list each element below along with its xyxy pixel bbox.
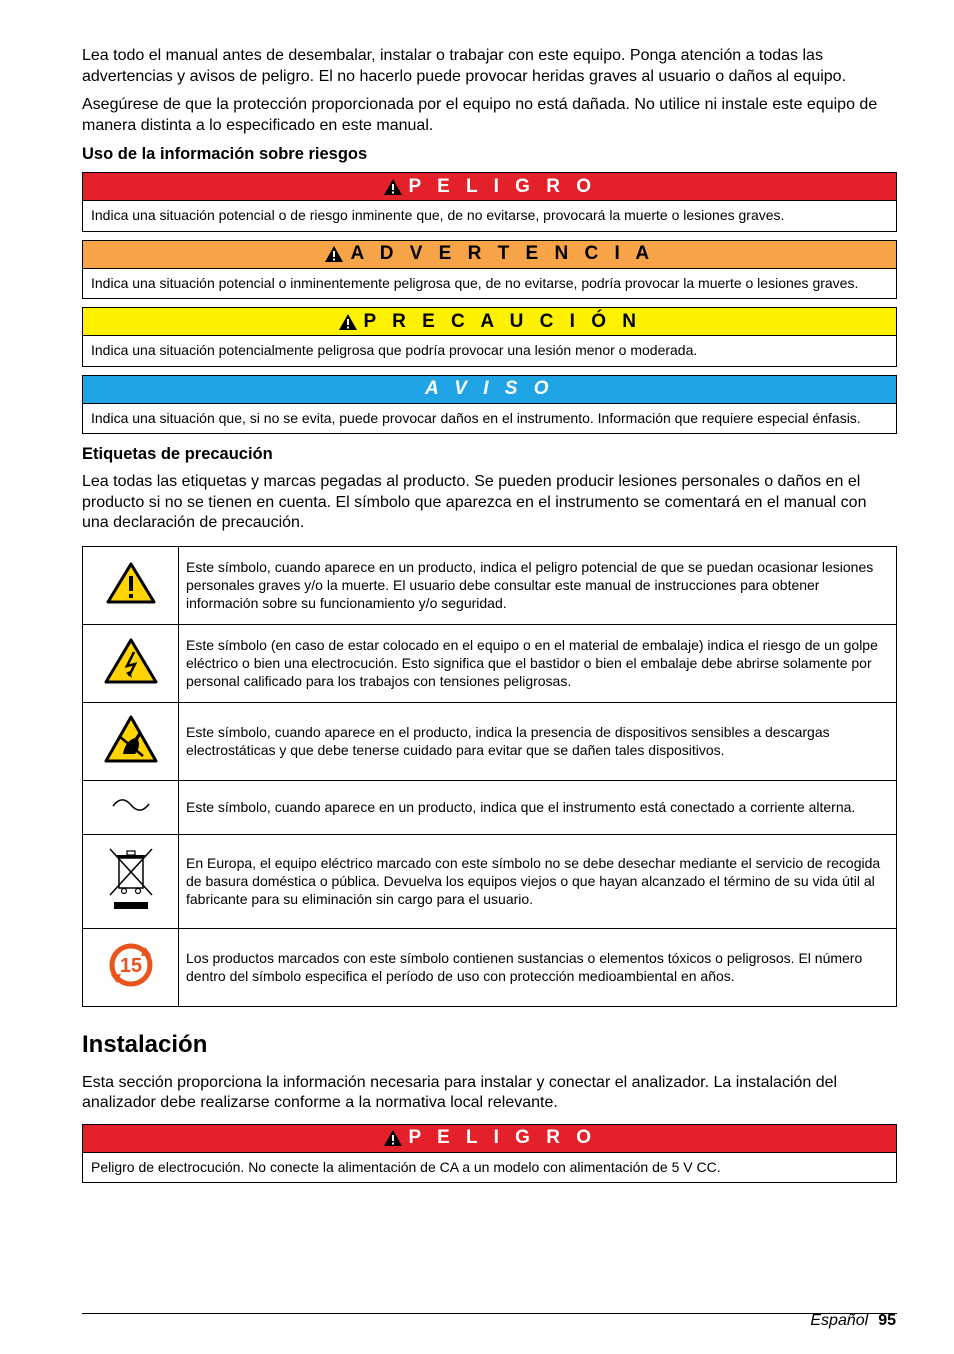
- footer-language: Español: [810, 1312, 869, 1329]
- installation-intro: Esta sección proporciona la información necesaria para instalar y conectar el analizador. La instalación del analizador debe realizarse conforme a la normativa local relevante.: [82, 1073, 838, 1111]
- table-row: [83, 702, 897, 780]
- aviso-text: Indica una situación que, si no se evita, puede provocar daños en el instrumento. Información que requiere especial énfasis.: [91, 409, 861, 426]
- footer-divider: [82, 1313, 897, 1314]
- page-number: 95: [878, 1312, 896, 1329]
- hazard-section-heading: Uso de la información sobre riesgos: [82, 145, 368, 163]
- warning-triangle-icon: [383, 178, 403, 196]
- symbol-text: Este símbolo (en caso de estar colocado en el equipo o en el material de embalaje) indica el riesgo de un golpe eléctrico o bien una electrocución. Esto significa que el bastidor o bien el embalaje debe abrirse solamente por personal calificado para los trabajos con tensiones peligrosas.: [179, 624, 897, 702]
- efup-number: 15: [119, 954, 142, 977]
- aviso-label: A V I S O: [424, 378, 555, 399]
- electric-shock-icon: [103, 637, 159, 685]
- table-row: [83, 780, 897, 834]
- labels-section-heading: Etiquetas de precaución: [82, 445, 273, 463]
- precaucion-header: [83, 308, 896, 336]
- alternating-current-icon: [111, 797, 151, 813]
- installation-peligro-label: P E L I G R O: [408, 1127, 597, 1148]
- symbol-text: Este símbolo, cuando aparece en el producto, indica la presencia de dispositivos sensibles a descargas electrostáticas y que debe tenerse cuidado para evitar que se dañen tales dispositivos.: [179, 702, 897, 780]
- labels-intro: Lea todas las etiquetas y marcas pegadas al producto. Se pueden producir lesiones personales o daños en el producto si no se tienen en cuenta. El símbolo que aparezca en el instrumento se comentará en el manual con una declaración de precaución.: [82, 473, 867, 531]
- peligro-box: [82, 172, 897, 232]
- peligro-label: P E L I G R O: [408, 175, 597, 197]
- weee-bin-icon: [106, 846, 156, 912]
- installation-peligro-text: Peligro de electrocución. No conecte la alimentación de CA a un modelo con alimentación de 5 V CC.: [91, 1158, 721, 1175]
- esd-icon: [103, 714, 159, 764]
- efup-15-icon: [107, 941, 155, 989]
- table-row: [83, 928, 897, 1006]
- precaucion-label: P R E C A U C I Ó N: [363, 310, 642, 332]
- aviso-box: [82, 375, 897, 435]
- warning-triangle-icon: [324, 245, 344, 263]
- aviso-header: [83, 376, 896, 404]
- symbols-table: [82, 546, 897, 1007]
- advertencia-header: [83, 241, 896, 269]
- peligro-text: Indica una situación potencial o de riesgo inminente que, de no evitarse, provocará la muerte o lesiones graves.: [91, 207, 785, 223]
- installation-peligro-box: [82, 1124, 897, 1184]
- peligro-header: [83, 173, 896, 201]
- page-content: [82, 46, 897, 1191]
- table-row: [83, 834, 897, 928]
- symbol-text: Este símbolo, cuando aparece en un producto, indica que el instrumento está conectado a corriente alterna.: [179, 780, 897, 834]
- symbol-text: Este símbolo, cuando aparece en un producto, indica el peligro potencial de que se puedan ocasionar lesiones personales graves y/o la muerte. El usuario debe consultar este manual de instrucciones para obtener información sobre su funcionamiento y/o seguridad.: [179, 546, 897, 624]
- intro-paragraph-1: Lea todo el manual antes de desembalar, instalar o trabajar con este equipo. Ponga atención a todas las advertencias y avisos de peligro. El no hacerlo puede provocar heridas graves al usuario o daños al equipo.: [82, 47, 847, 85]
- table-row: [83, 546, 897, 624]
- warning-triangle-icon: [105, 561, 157, 605]
- warning-triangle-icon: [383, 1129, 403, 1147]
- precaucion-box: [82, 307, 897, 367]
- warning-triangle-icon: [338, 313, 358, 331]
- installation-peligro-header: [83, 1125, 896, 1153]
- intro-paragraph-2: Asegúrese de que la protección proporcionada por el equipo no está dañada. No utilice ni instale este equipo de manera distinta a lo especificado en este manual.: [82, 96, 878, 134]
- advertencia-label: A D V E R T E N C I A: [350, 243, 655, 264]
- advertencia-box: [82, 240, 897, 300]
- symbol-text: En Europa, el equipo eléctrico marcado con este símbolo no se debe desechar mediante el servicio de recogida de basura doméstica o pública. Devuelva los equipos viejos o que hayan alcanzado el término de su vida útil al fabricante para su eliminación sin cargo para el usuario.: [179, 834, 897, 928]
- installation-heading: Instalación: [82, 1030, 208, 1058]
- precaucion-text: Indica una situación potencialmente peligrosa que podría provocar una lesión menor o moderada.: [91, 342, 698, 358]
- symbol-text: Los productos marcados con este símbolo contienen sustancias o elementos tóxicos o peligrosos. El número dentro del símbolo especifica el período de uso con protección medioambiental en años.: [179, 928, 897, 1006]
- footer: [810, 1312, 896, 1330]
- table-row: [83, 624, 897, 702]
- advertencia-text: Indica una situación potencial o inminentemente peligrosa que, de no evitarse, podría provocar la muerte o lesiones graves.: [91, 274, 859, 291]
